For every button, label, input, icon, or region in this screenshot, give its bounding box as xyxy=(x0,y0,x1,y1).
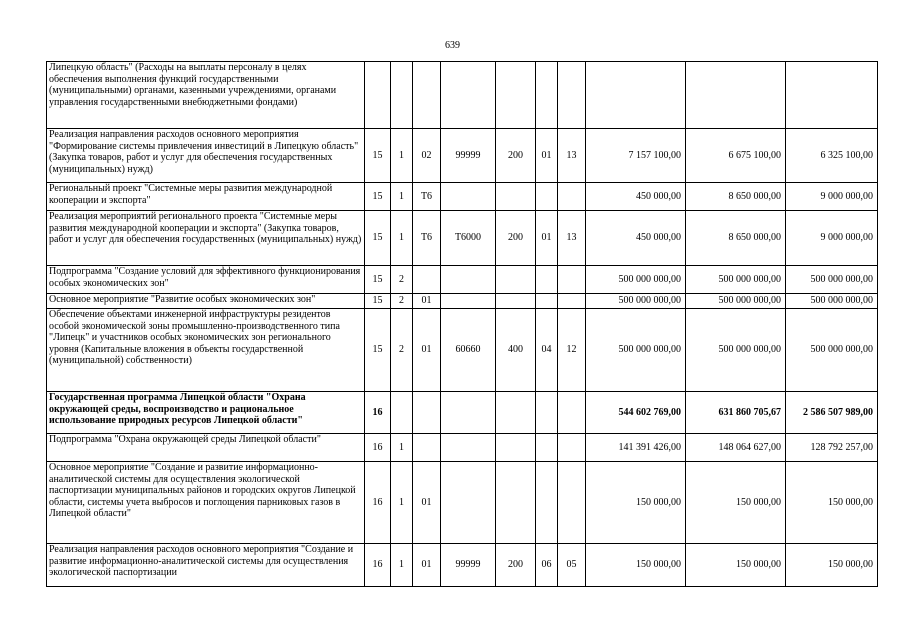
subprogram-code: 1 xyxy=(391,183,413,211)
row-name: Подпрограмма "Охрана окружающей среды Липецкой области" xyxy=(47,434,365,462)
amount-2023: 150 000,00 xyxy=(786,462,878,544)
subprogram-code xyxy=(391,392,413,434)
main-event-code: 01 xyxy=(413,294,441,309)
program-code: 15 xyxy=(365,309,391,392)
expense-type-code xyxy=(496,462,536,544)
amount-2022: 8 650 000,00 xyxy=(686,211,786,266)
subprogram-code: 1 xyxy=(391,544,413,587)
amount-2022: 500 000 000,00 xyxy=(686,294,786,309)
amount-2021: 150 000,00 xyxy=(586,544,686,587)
row-name: Основное мероприятие "Развитие особых экономических зон" xyxy=(47,294,365,309)
main-event-code: Т6 xyxy=(413,183,441,211)
subprogram-code xyxy=(391,62,413,129)
table-row xyxy=(47,62,878,129)
program-code: 15 xyxy=(365,266,391,294)
amount-2023: 9 000 000,00 xyxy=(786,183,878,211)
section-code xyxy=(536,62,558,129)
table-row xyxy=(47,129,878,183)
section-code xyxy=(536,462,558,544)
row-name: Реализация направления расходов основного мероприятия "Формирование системы привлечения инвестиций в Липецкую область" (Закупка товаров, работ и услуг для обеспечения государственных (муниципальных) нужд) xyxy=(47,129,365,183)
subsection-code: 12 xyxy=(558,309,586,392)
amount-2023: 9 000 000,00 xyxy=(786,211,878,266)
subprogram-code: 1 xyxy=(391,462,413,544)
section-code xyxy=(536,434,558,462)
expense-type-code xyxy=(496,392,536,434)
amount-2021: 450 000,00 xyxy=(586,211,686,266)
amount-2023: 150 000,00 xyxy=(786,544,878,587)
row-name: Реализация направления расходов основного мероприятия "Создание и развитие информационно-аналитической системы для осуществления экологической паспортизации xyxy=(47,544,365,587)
section-code xyxy=(536,266,558,294)
main-event-code xyxy=(413,392,441,434)
direction-code xyxy=(441,183,496,211)
amount-2021: 150 000,00 xyxy=(586,462,686,544)
direction-code xyxy=(441,392,496,434)
direction-code xyxy=(441,294,496,309)
section-code xyxy=(536,294,558,309)
subsection-code: 05 xyxy=(558,544,586,587)
amount-2023: 500 000 000,00 xyxy=(786,266,878,294)
section-code: 04 xyxy=(536,309,558,392)
main-event-code xyxy=(413,62,441,129)
expense-type-code xyxy=(496,294,536,309)
amount-2021: 141 391 426,00 xyxy=(586,434,686,462)
row-name: Реализация мероприятий регионального проекта "Системные меры развития международной кооперации и экспорта" (Закупка товаров, работ и услуг для обеспечения государственных (муниципальных) нужд) xyxy=(47,211,365,266)
main-event-code: 01 xyxy=(413,544,441,587)
table-row xyxy=(47,211,878,266)
program-code: 16 xyxy=(365,544,391,587)
amount-2021: 544 602 769,00 xyxy=(586,392,686,434)
expense-type-code: 200 xyxy=(496,129,536,183)
expense-type-code: 200 xyxy=(496,544,536,587)
amount-2022: 8 650 000,00 xyxy=(686,183,786,211)
expense-type-code xyxy=(496,183,536,211)
row-name: Государственная программа Липецкой области "Охрана окружающей среды, воспроизводство и рациональное использование природных ресурсов Липецкой области" xyxy=(47,392,365,434)
program-code xyxy=(365,62,391,129)
program-code: 15 xyxy=(365,183,391,211)
amount-2022: 6 675 100,00 xyxy=(686,129,786,183)
program-code: 15 xyxy=(365,294,391,309)
subprogram-code: 1 xyxy=(391,129,413,183)
direction-code xyxy=(441,462,496,544)
expense-type-code xyxy=(496,266,536,294)
subsection-code xyxy=(558,266,586,294)
amount-2022: 150 000,00 xyxy=(686,462,786,544)
table-row xyxy=(47,544,878,587)
section-code xyxy=(536,183,558,211)
direction-code: Т6000 xyxy=(441,211,496,266)
subsection-code xyxy=(558,462,586,544)
amount-2023: 6 325 100,00 xyxy=(786,129,878,183)
main-event-code: 01 xyxy=(413,462,441,544)
subprogram-code: 2 xyxy=(391,266,413,294)
table-row xyxy=(47,309,878,392)
amount-2023: 128 792 257,00 xyxy=(786,434,878,462)
section-code xyxy=(536,392,558,434)
amount-2022: 500 000 000,00 xyxy=(686,266,786,294)
amount-2021 xyxy=(586,62,686,129)
subprogram-code: 2 xyxy=(391,294,413,309)
direction-code xyxy=(441,62,496,129)
amount-2021: 7 157 100,00 xyxy=(586,129,686,183)
row-name: Подпрограмма "Создание условий для эффективного функционирования особых экономических зон" xyxy=(47,266,365,294)
subsection-code xyxy=(558,183,586,211)
row-name: Липецкую область" (Расходы на выплаты персоналу в целях обеспечения выполнения функций государственными (муниципальными) органами, казенными учреждениями, органами управления государственными внебюджетными фондами) xyxy=(47,62,365,129)
amount-2021: 500 000 000,00 xyxy=(586,309,686,392)
section-code: 01 xyxy=(536,211,558,266)
program-code: 15 xyxy=(365,129,391,183)
amount-2021: 500 000 000,00 xyxy=(586,266,686,294)
main-event-code: 01 xyxy=(413,309,441,392)
amount-2023: 500 000 000,00 xyxy=(786,294,878,309)
direction-code xyxy=(441,266,496,294)
amount-2023: 500 000 000,00 xyxy=(786,309,878,392)
subsection-code: 13 xyxy=(558,129,586,183)
subsection-code xyxy=(558,392,586,434)
amount-2021: 450 000,00 xyxy=(586,183,686,211)
program-code: 16 xyxy=(365,462,391,544)
main-event-code: 02 xyxy=(413,129,441,183)
direction-code xyxy=(441,434,496,462)
row-name: Обеспечение объектами инженерной инфраструктуры резидентов особой экономической зоны промышленно-производственного типа "Липецк" и участников особых экономических зон регионального уровня (Капитальные вложения в объекты государственной (муниципальной) собственности) xyxy=(47,309,365,392)
subsection-code xyxy=(558,62,586,129)
table-row xyxy=(47,266,878,294)
main-event-code xyxy=(413,266,441,294)
amount-2023: 2 586 507 989,00 xyxy=(786,392,878,434)
table-row xyxy=(47,462,878,544)
page-number: 639 xyxy=(445,40,460,51)
section-code: 06 xyxy=(536,544,558,587)
subprogram-code: 2 xyxy=(391,309,413,392)
subprogram-code: 1 xyxy=(391,434,413,462)
table-row xyxy=(47,434,878,462)
table-row xyxy=(47,392,878,434)
direction-code: 60660 xyxy=(441,309,496,392)
direction-code: 99999 xyxy=(441,544,496,587)
amount-2023 xyxy=(786,62,878,129)
amount-2022: 148 064 627,00 xyxy=(686,434,786,462)
subsection-code xyxy=(558,434,586,462)
row-name: Основное мероприятие "Создание и развитие информационно-аналитической системы для осуществления экологической паспортизации муниципальных районов и городских округов Липецкой области, системы учета выбросов и поглощения парниковых газов в Липецкой области" xyxy=(47,462,365,544)
main-event-code: Т6 xyxy=(413,211,441,266)
table-row xyxy=(47,294,878,309)
amount-2022: 150 000,00 xyxy=(686,544,786,587)
amount-2021: 500 000 000,00 xyxy=(586,294,686,309)
amount-2022: 500 000 000,00 xyxy=(686,309,786,392)
budget-table xyxy=(46,61,878,587)
row-name: Региональный проект "Системные меры развития международной кооперации и экспорта" xyxy=(47,183,365,211)
expense-type-code xyxy=(496,434,536,462)
amount-2022 xyxy=(686,62,786,129)
subsection-code xyxy=(558,294,586,309)
expense-type-code xyxy=(496,62,536,129)
subsection-code: 13 xyxy=(558,211,586,266)
expense-type-code: 200 xyxy=(496,211,536,266)
direction-code: 99999 xyxy=(441,129,496,183)
program-code: 16 xyxy=(365,434,391,462)
subprogram-code: 1 xyxy=(391,211,413,266)
section-code: 01 xyxy=(536,129,558,183)
expense-type-code: 400 xyxy=(496,309,536,392)
program-code: 15 xyxy=(365,211,391,266)
amount-2022: 631 860 705,67 xyxy=(686,392,786,434)
main-event-code xyxy=(413,434,441,462)
program-code: 16 xyxy=(365,392,391,434)
table-row xyxy=(47,183,878,211)
